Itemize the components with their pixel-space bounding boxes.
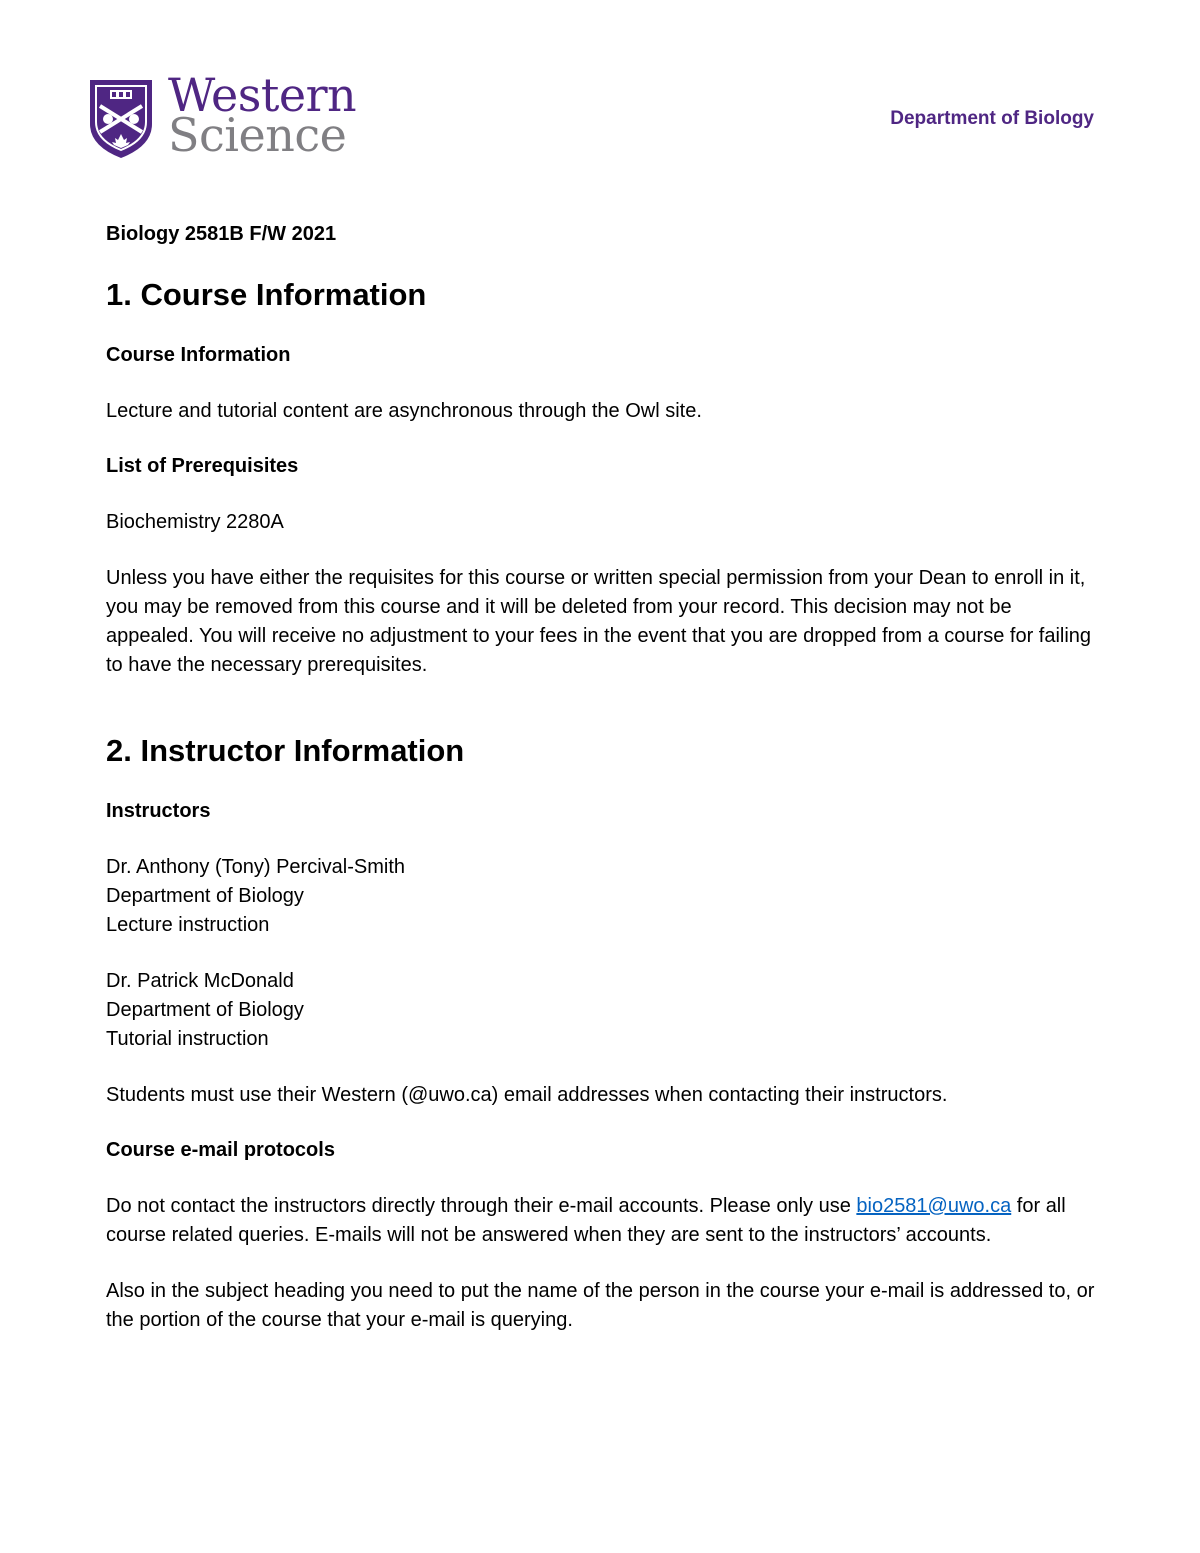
university-crest-icon [88, 76, 154, 160]
delivery-text: Lecture and tutorial content are asynchronous through the Owl site. [106, 400, 702, 422]
logo-wordmark-science: Science [168, 108, 347, 162]
department-header: Department of Biology [890, 108, 1094, 129]
logo-wordmark-western: Western [168, 68, 357, 122]
instructor-role: Lecture instruction [106, 914, 270, 936]
subheading-prerequisites: List of Prerequisites [106, 455, 299, 477]
subject-heading-notice: Also in the subject heading you need to put the name of the person in the course your e-mail is addressed to, or the portion of the course that your e-mail is querying. [106, 1280, 1095, 1331]
subheading-email-protocols: Course e-mail protocols [106, 1139, 335, 1161]
western-science-logo [88, 68, 357, 162]
email-protocol-part1: Do not contact the instructors directly through their e-mail accounts. Please only use [106, 1195, 857, 1217]
subheading-instructors: Instructors [106, 800, 211, 822]
prerequisite-course: Biochemistry 2280A [106, 511, 284, 533]
instructor-department: Department of Biology [106, 999, 304, 1021]
section-heading-instructor-information: 2. Instructor Information [106, 733, 465, 768]
instructor-department: Department of Biology [106, 885, 304, 907]
instructor-role: Tutorial instruction [106, 1028, 269, 1050]
course-code: Biology 2581B F/W 2021 [106, 223, 337, 245]
instructor-name: Dr. Anthony (Tony) Percival-Smith [106, 856, 405, 878]
instructor-block [106, 853, 1096, 940]
email-protocol-text [106, 1192, 1096, 1250]
section-heading-course-information: 1. Course Information [106, 277, 427, 312]
email-protocol-part2: for all course related queries. E-mails will not be answered when they are sent to the instructors’ accounts. [106, 1195, 1066, 1246]
document-body [106, 216, 1096, 1335]
prerequisite-notice: Unless you have either the requisites for this course or written special permission from your Dean to enroll in it, you may be removed from this course and it will be deleted from your record. This decision may not be appealed. You will receive no adjustment to your fees in the event that you are dropped from a course for failing to have the necessary prerequisites. [106, 567, 1092, 676]
email-notice: Students must use their Western (@uwo.ca) email addresses when contacting their instructors. [106, 1084, 948, 1106]
instructor-block [106, 967, 1096, 1054]
subheading-course-information: Course Information [106, 344, 291, 366]
course-email-link[interactable]: bio2581@uwo.ca [856, 1195, 1012, 1217]
instructor-name: Dr. Patrick McDonald [106, 970, 294, 992]
